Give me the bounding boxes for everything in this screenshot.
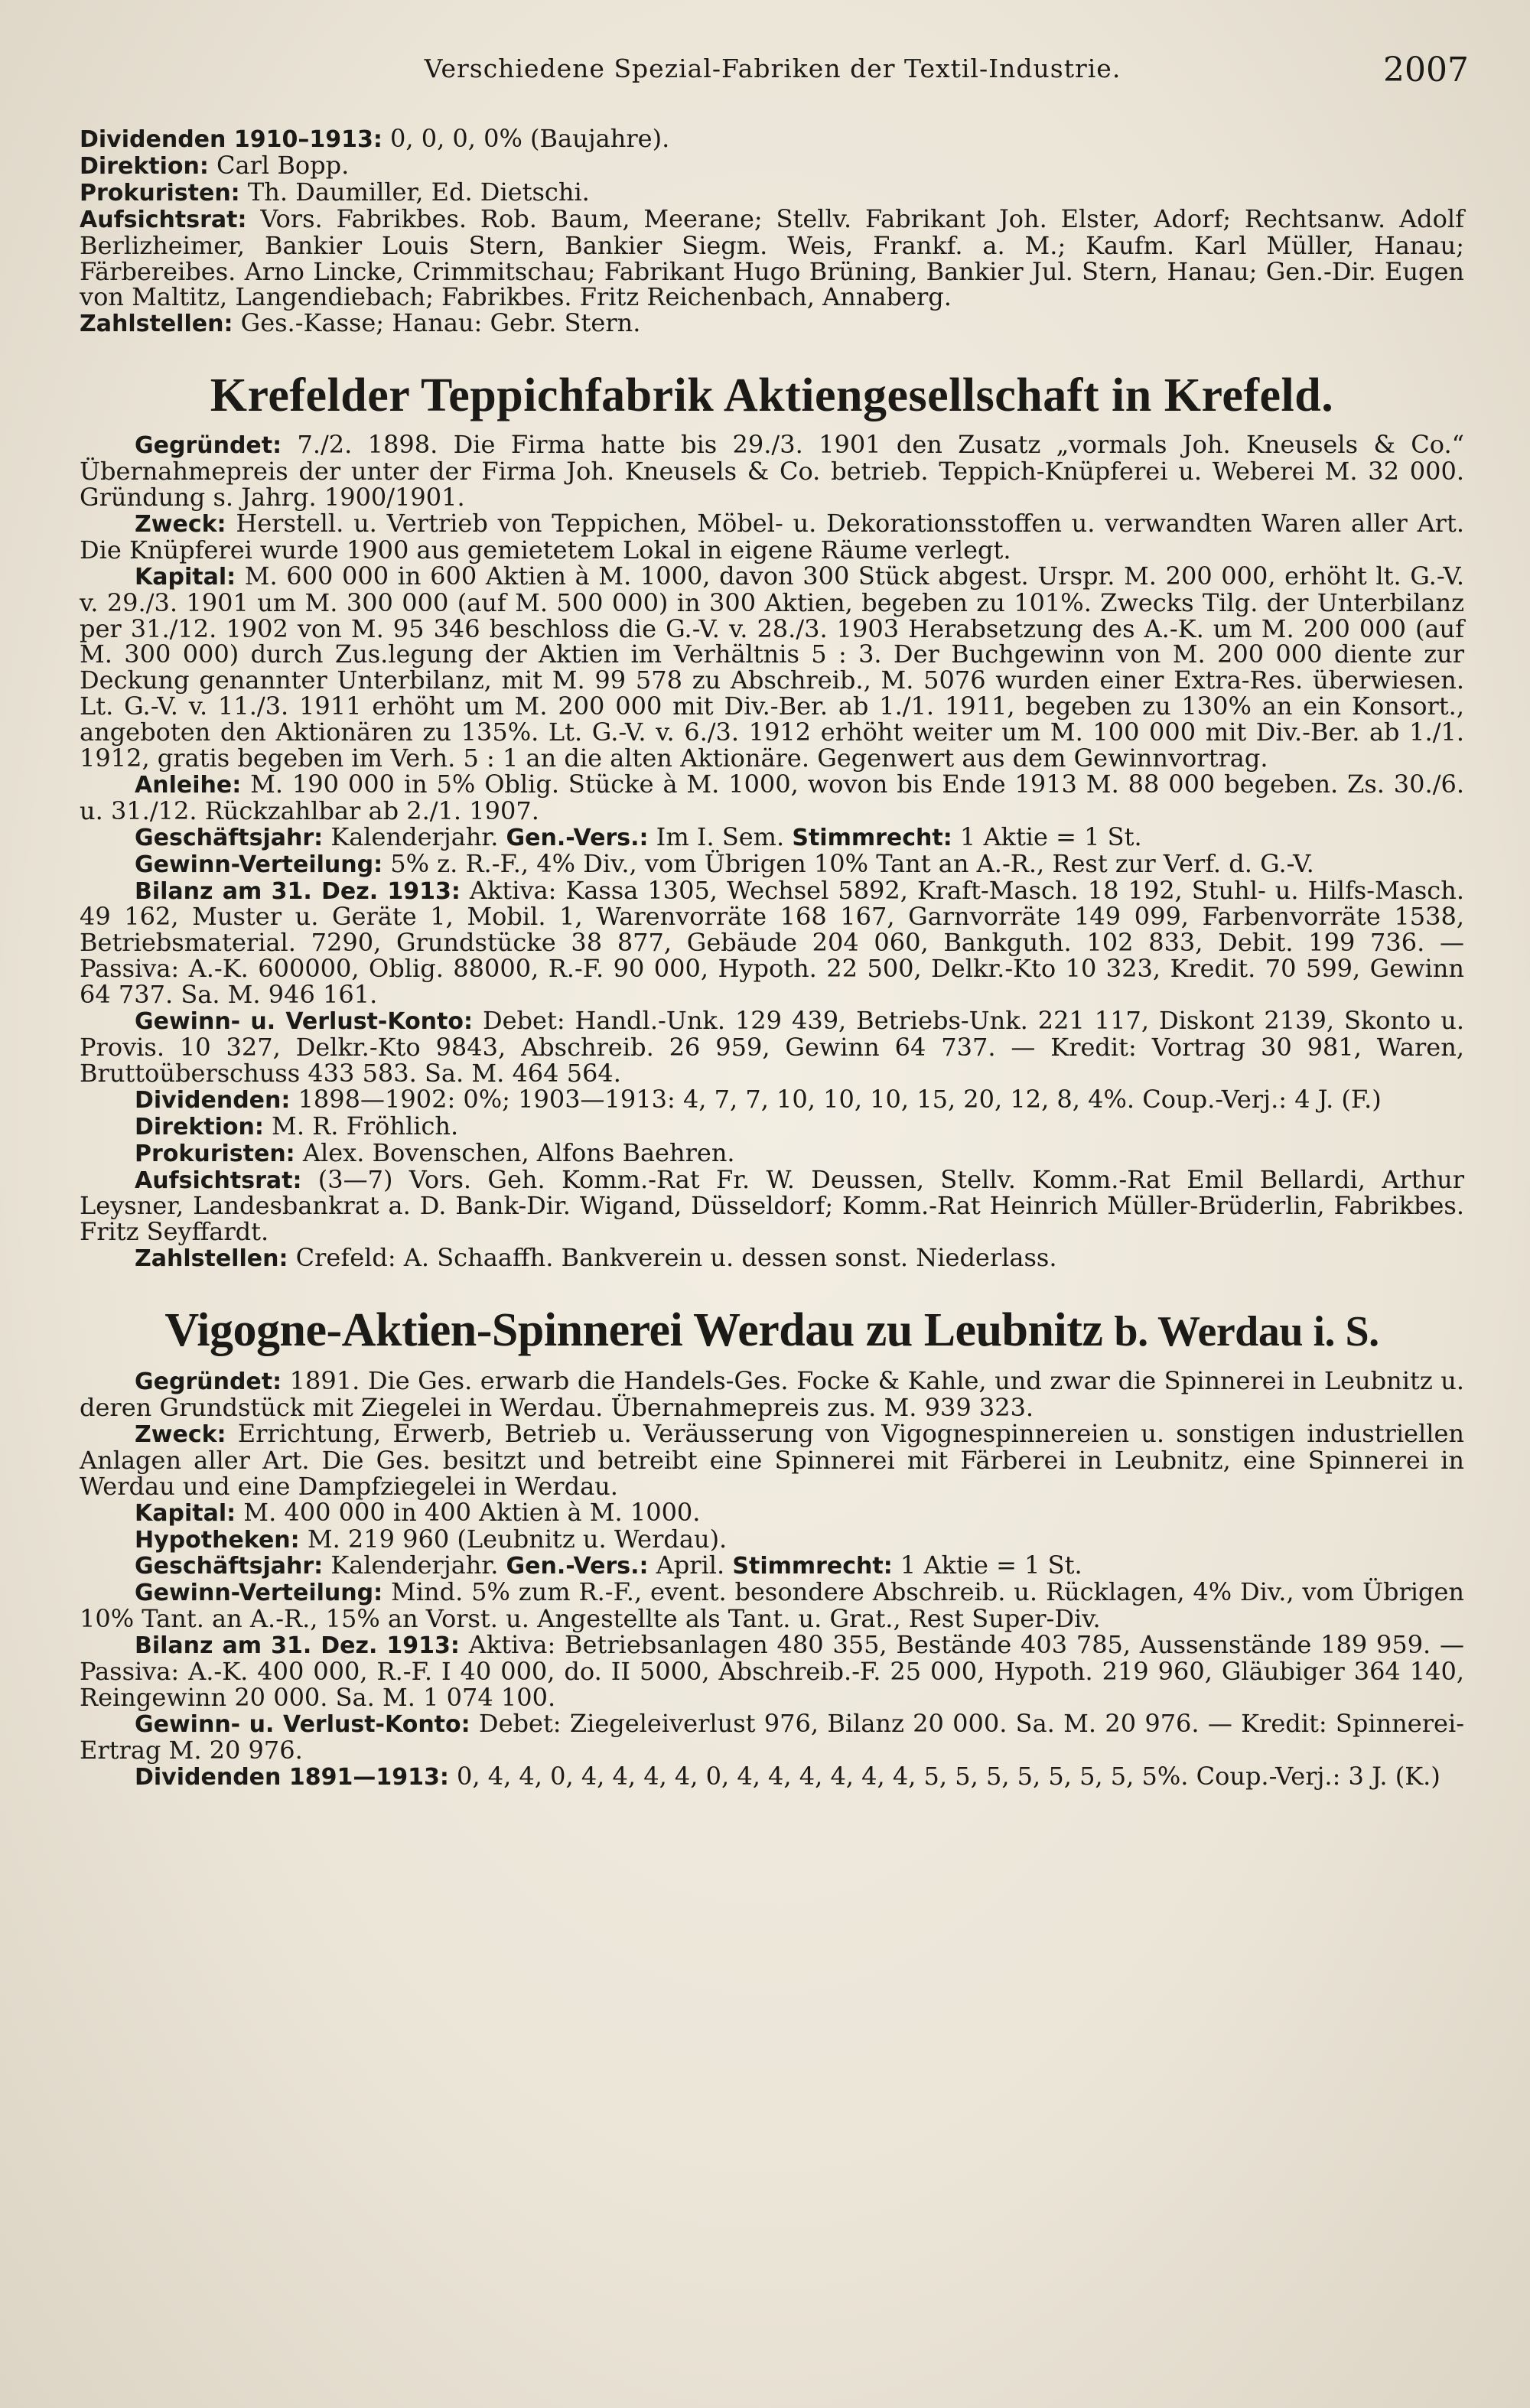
entry-label: Anleihe: [135, 771, 242, 799]
entry-text: M. 190 000 in 5% Oblig. Stücke à M. 1000, wovon bis Ende 1913 M. 88 000 begeben. Zs. 30./6. u. 31./12. Rückzahlbar ab 2./1. 1907. [80, 769, 1465, 825]
entry-prokuristen [80, 177, 1464, 207]
entry-label: Kapital: [135, 1499, 236, 1527]
page-number: 2007 [1383, 50, 1469, 89]
entry-text: 1891. Die Ges. erwarb die Handels-Ges. Focke & Kahle, und zwar die Spinnerei in Leubnitz u. deren Grundstück mit Ziegelei in Werdau. Übernahmepreis zus. M. 939 323. [80, 1366, 1465, 1422]
entry-gewinn-verlust [80, 1708, 1465, 1765]
entry-label: Gen.-Vers.: [506, 1553, 649, 1580]
entry-label: Direktion: [80, 152, 209, 180]
entry-zahlstellen [80, 308, 1464, 338]
entry-label: Bilanz am 31. Dez. 1913: [135, 1632, 460, 1660]
entry-label: Gewinn- u. Verlust-Konto: [135, 1710, 470, 1738]
entry-label: Dividenden: [135, 1086, 291, 1114]
entry-label: Kapital: [135, 563, 236, 591]
entry-bilanz [80, 875, 1465, 1010]
heading-tail: b. Werdau i. S. [1114, 1308, 1379, 1356]
entry-text: Vors. Fabrikbes. Rob. Baum, Meerane; Stellv. Fabrikant Joh. Elster, Adorf; Rechtsanw. Adolf Berlizheimer, Bankier Louis Stern, Bankier Siegm. Weis, Frankf. a. M.; Kaufm. Karl Müller, Hanau; Färbereibes. Arno Lincke, Crimmitschau; Fabrikant Hugo Brüning, Bankier Jul. Stern, Hanau; Gen.-Dir. Eugen von Maltitz, Langendiebach; Fabrikbes. Fritz Reichenbach, Annaberg. [80, 203, 1465, 312]
entry-dividenden [80, 126, 1464, 153]
entry-prokuristen [80, 1137, 1464, 1167]
entry-label: Zahlstellen: [80, 311, 233, 338]
entry-label: Zahlstellen: [135, 1245, 288, 1273]
entry-text: 5% z. R.-F., 4% Div., vom Übrigen 10% Tant an A.-R., Rest zur Verf. d. G.-V. [390, 848, 1314, 878]
entry-label: Zweck: [135, 1420, 226, 1448]
entry-label: Gegründet: [135, 432, 282, 460]
entry-label: Gewinn-Verteilung: [135, 851, 383, 878]
entry-label: Gewinn-Verteilung: [135, 1580, 383, 1607]
entry-zweck [80, 508, 1465, 565]
entry-text: Mind. 5% zum R.-F., event. besondere Abschreib. u. Rücklagen, 4% Div., vom Übrigen 10% Tant. an A.-R., 15% an Vorst. u. Angestellte als Tant. u. Grat., Rest Super-Div. [80, 1577, 1465, 1634]
entry-label: Aufsichtsrat: [80, 206, 247, 233]
page-content [80, 126, 1464, 1791]
entry-dividenden [80, 1084, 1464, 1114]
entry-text: Kalenderjahr. [330, 822, 499, 851]
entry-text: 0, 4, 4, 0, 4, 4, 4, 4, 0, 4, 4, 4, 4, 4, 4, 5, 5, 5, 5, 5, 5, 5, 5%. Coup.-Verj.: 3 J. (K.) [457, 1761, 1440, 1791]
entry-text: Crefeld: A. Schaaffh. Bankverein u. dessen sonst. Niederlass. [295, 1243, 1057, 1273]
page-header [76, 50, 1469, 99]
entry-label: Dividenden 1891—1913: [135, 1763, 449, 1791]
entry-label: Stimmrecht: [732, 1553, 893, 1580]
entry-label: Prokuristen: [135, 1140, 295, 1167]
running-title: Verschiedene Spezial-Fabriken der Textil-Industrie. [424, 54, 1121, 83]
entry-aufsichtsrat [80, 203, 1465, 312]
entry-kapital [80, 561, 1465, 773]
entry-text: Debet: Handl.-Unk. 129 439, Betriebs-Unk. 221 117, Diskont 2139, Skonto u. Provis. 10 327, Delkr.-Kto 9843, Abschreib. 26 959, Gewinn 64 737. — Kredit: Vortrag 30 981, Waren, Bruttoüberschuss 433 583. Sa. M. 464 564. [80, 1006, 1464, 1088]
entry-bilanz [80, 1632, 1464, 1711]
entry-gegruendet [80, 432, 1464, 511]
entry-text: Aktiva: Kassa 1305, Wechsel 5892, Kraft-Masch. 18 192, Stuhl- u. Hilfs-Masch. 49 162, Muster u. Geräte 1, Mobil. 1, Warenvorräte 168 167, Garnvorräte 149 099, Farbenvorräte 1538, Betriebsmaterial. 7290, Grundstücke 38 877, Gebäude 204 060, Bankguth. 102 833, Debit. 199 736. — Passiva: A.-K. 600000, Oblig. 88000, R.-F. 90 000, Hypoth. 22 500, Delkr.-Kto 10 323, Kredit. 70 599, Gewinn 64 737. Sa. M. 946 161. [80, 875, 1465, 1010]
entry-text: Alex. Bovenschen, Alfons Baehren. [302, 1137, 735, 1167]
entry-dividenden [80, 1761, 1464, 1791]
entry-geschaeftsjahr [80, 1553, 1464, 1580]
entry-text: M. 600 000 in 600 Aktien à M. 1000, davon 300 Stück abgest. Urspr. M. 200 000, erhöht lt. G.-V. v. 29./3. 1901 um M. 300 000 (auf M. 500 000) in 300 Aktien, begeben zu 101%. Zwecks Tilg. der Unterbilanz per 31./12. 1902 von M. 95 346 beschloss die G.-V. v. 28./3. 1903 Herabsetzung des A.-K. um M. 200 000 (auf M. 300 000) durch Zus.legung der Aktien im Verhältnis 5 : 3. Der Buchgewinn von M. 200 000 diente zur Deckung genannter Unterbilanz, mit M. 99 578 zu Abschreib., M. 5076 wurden einer Extra-Res. überwiesen. Lt. G.-V. v. 11./3. 1911 erhöht um M. 200 000 mit Div.-Ber. ab 1./1. 1911, begeben zu 130% an ein Konsort., angeboten den Aktionären zu 135%. Lt. G.-V. v. 6./3. 1912 erhöht weiter um M. 100 000 mit Div.-Ber. ab 1./1. 1912, gratis begeben im Verh. 5 : 1 an die alten Aktionäre. Gegenwert aus dem Gewinnvortrag. [80, 561, 1465, 773]
entry-label: Gen.-Vers.: [506, 824, 649, 851]
entry-text: 1 Aktie = 1 St. [959, 822, 1142, 851]
entry-text: Herstell. u. Vertrieb von Teppichen, Möbel- u. Dekorationsstoffen u. verwandten Waren aller Art. Die Knüpferei wurde 1900 aus gemietetem Lokal in eigene Räume verlegt. [80, 508, 1465, 565]
entry-text: Aktiva: Betriebsanlagen 480 355, Bestände 403 785, Aussenstände 189 959. — Passiva: A.-K. 400 000, R.-F. I 40 000, do. II 5000, Abschreib.-F. 25 000, Hypoth. 219 960, Gläubiger 364 140, Reingewinn 20 000. Sa. M. 1 074 100. [80, 1630, 1464, 1712]
entry-text: Debet: Ziegeleiverlust 976, Bilanz 20 000. Sa. M. 20 976. — Kredit: Spinnerei-Ertrag M. 20 976. [80, 1708, 1465, 1765]
entry-label: Stimmrecht: [792, 824, 952, 851]
entry-gewinn-verteilung [80, 1577, 1465, 1634]
entry-text: Th. Daumiller, Ed. Dietschi. [247, 177, 590, 207]
company-heading-vigogne [80, 1304, 1464, 1357]
entry-text: Kalenderjahr. [330, 1551, 499, 1580]
entry-zahlstellen [80, 1245, 1464, 1272]
entry-text: Im I. Sem. [656, 822, 785, 851]
entry-direktion [80, 1111, 1464, 1141]
entry-direktion [80, 150, 1464, 180]
entry-anleihe [80, 769, 1465, 825]
entry-label: Gegründet: [135, 1368, 282, 1396]
entry-text: 1898—1902: 0%; 1903—1913: 4, 7, 7, 10, 10, 10, 15, 20, 12, 8, 4%. Coup.-Verj.: 4 J. (F.) [298, 1084, 1382, 1114]
entry-geschaeftsjahr [80, 822, 1464, 851]
entry-label: Hypotheken: [135, 1526, 300, 1554]
heading-main: Vigogne-Aktien-Spinnerei Werdau zu Leubnitz [164, 1304, 1103, 1357]
entry-text: M. 400 000 in 400 Aktien à M. 1000. [243, 1497, 701, 1527]
entry-text: Carl Bopp. [216, 150, 350, 180]
entry-label: Geschäftsjahr: [135, 1553, 324, 1580]
entry-text: Ges.-Kasse; Hanau: Gebr. Stern. [240, 308, 641, 338]
entry-text: 7./2. 1898. Die Firma hatte bis 29./3. 1901 den Zusatz „vormals Joh. Kneusels & Co.“ Übernahmepreis der unter der Firma Joh. Kneusels & Co. betrieb. Teppich-Knüpferei u. Weberei M. 32 000. Gründung s. Jahrg. 1900/1901. [80, 430, 1465, 512]
entry-text: Errichtung, Erwerb, Betrieb u. Veräusserung von Vigognespinnereien u. sonstigen industriellen Anlagen aller Art. Die Ges. besitzt und betreibt eine Spinnerei mit Färberei in Leubnitz, eine Spinnerei in Werdau und eine Dampfziegelei in Werdau. [80, 1418, 1465, 1501]
entry-kapital [80, 1497, 1464, 1527]
entry-text: M. R. Fröhlich. [272, 1111, 459, 1141]
entry-label: Zweck: [135, 510, 226, 538]
entry-label: Prokuristen: [80, 179, 240, 207]
entry-label: Aufsichtsrat: [135, 1167, 302, 1194]
entry-gegruendet [80, 1368, 1464, 1421]
entry-label: Dividenden 1910–1913: [80, 126, 382, 153]
entry-label: Direktion: [135, 1113, 264, 1141]
entry-label: Bilanz am 31. Dez. 1913: [135, 877, 461, 905]
company-heading-krefelder: Krefelder Teppichfabrik Aktiengesellschaft in Krefeld. [210, 369, 1334, 422]
entry-aufsichtsrat [80, 1164, 1465, 1247]
entry-gewinn-verteilung [80, 848, 1464, 878]
entry-text: 1 Aktie = 1 St. [900, 1551, 1082, 1580]
entry-label: Gewinn- u. Verlust-Konto: [135, 1008, 473, 1036]
entry-label: Geschäftsjahr: [135, 824, 324, 851]
entry-text: April. [656, 1551, 725, 1580]
entry-text: 0, 0, 0, 0% (Baujahre). [390, 124, 670, 153]
entry-zweck [80, 1418, 1465, 1501]
entry-text: M. 219 960 (Leubnitz u. Werdau). [307, 1524, 728, 1554]
entry-hypotheken [80, 1524, 1464, 1554]
entry-gewinn-verlust [80, 1008, 1464, 1087]
entry-text: (3—7) Vors. Geh. Komm.-Rat Fr. W. Deussen, Stellv. Komm.-Rat Emil Bellardi, Arthur Leysner, Landesbankrat a. D. Bank-Dir. Wigand, Düsseldorf; Komm.-Rat Heinrich Müller-Brüderlin, Fabrikbes. Fritz Seyffardt. [80, 1164, 1465, 1247]
